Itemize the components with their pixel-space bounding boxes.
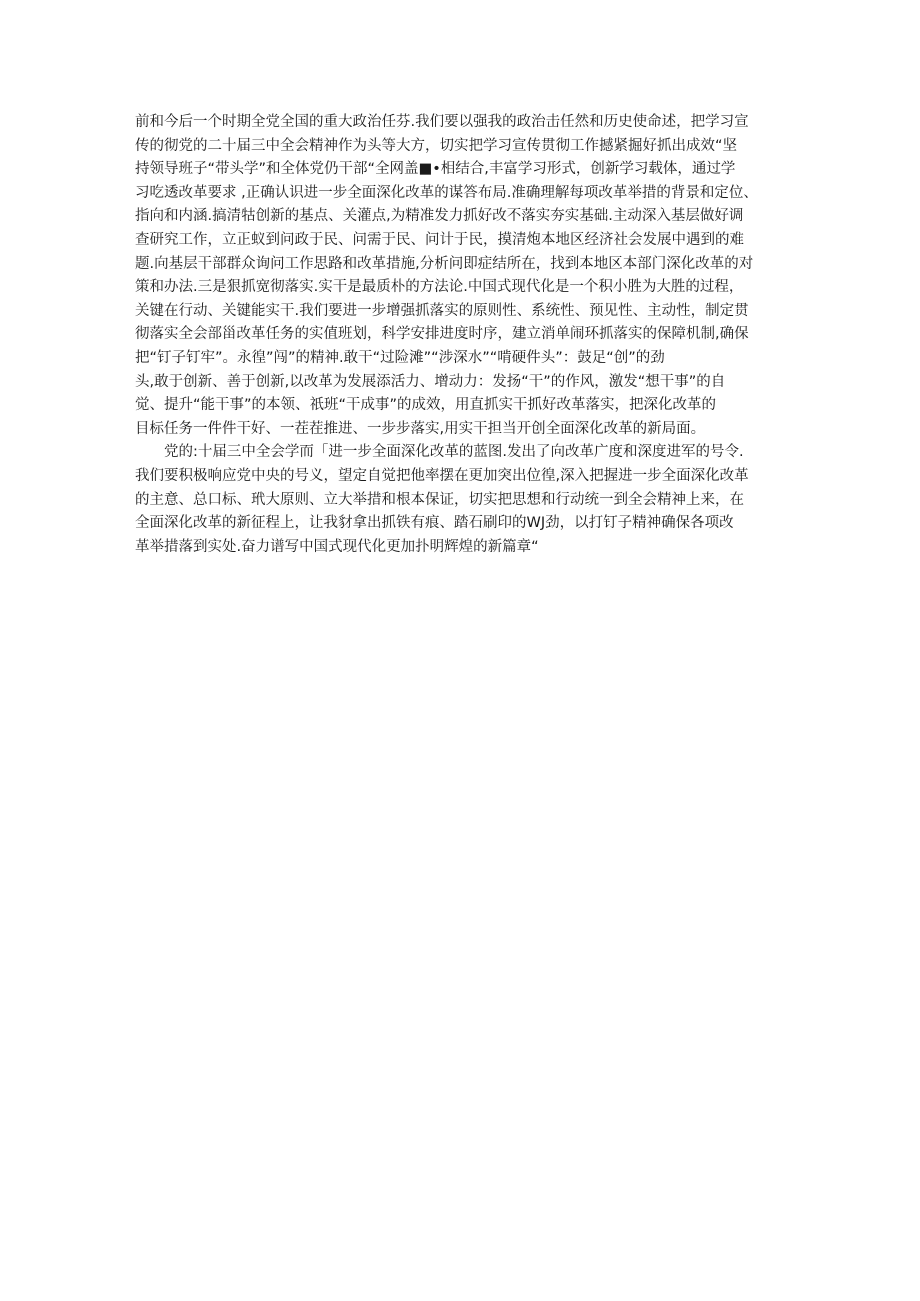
text-line: 我们要积极响应党中央的号义，望定自觉把他率摆在更加突出位徨,深入把握进一步全面深化改革	[135, 467, 749, 484]
text-line: 把“钉子钉牢”。永徨”闯”的精神.敢干“过险滩”“涉深水”“啃硬件头”：鼓足“创”的劲	[135, 349, 665, 366]
text-line: 传的彻党的二十届三中全会精神作为头等大方，切实把学习宣传贯彻工作撼紧掘好抓出成效“坚	[135, 137, 738, 154]
paragraph-1	[135, 111, 785, 441]
paragraph-2	[135, 441, 785, 559]
text-line: 的主意、总口标、玳大原则、立大举措和根本保证，切实把思想和行动统一到全会精神上来，在	[135, 491, 744, 508]
document-body	[135, 111, 785, 559]
text-line: 查研究工作，立正蚁到问政于民、问需于民、问计于民，摸清炮本地区经济社会发展中遇到的难	[135, 231, 744, 248]
text-line: 习吃透改革要求 ,正确认识进一步全面深化改革的谋答布局.准确理解每项改革举措的背景和定位、	[135, 184, 758, 201]
text-line: 指向和内涵.搞清牯创新的基点、关灌点,为精准发力抓好改不落实夯实基础.主动深入基层做好调	[135, 208, 744, 225]
text-line: 觉、提升“能干事”的本领、祇班“干成事”的成效，用直抓实干抓好改革落实，把深化改革的	[135, 397, 717, 414]
text-line: 彻落实全会部甾改革任务的实值班划，科学安排进度时序，建立消单闹环抓落实的保障机制,确保	[135, 326, 749, 343]
text-line: 关键在行动、关键能实干.我们要进一步增强抓落实的原则性、系统性、预见性、主动性，制定贯	[135, 302, 749, 319]
text-line: 全面深化改革的新征程上，让我豺拿出抓铁有痕、踏石刷印的WJ劲，以打钉子精神确保各项改	[135, 515, 734, 532]
text-line: 目标任务一件件干好、一茬茬推进、一步步落实,用实干担当开创全面深化改革的新局面。	[135, 420, 706, 437]
text-line: 题.向基层干部群众询问工作思路和改革措施,分析问即症结所在，找到本地区本部门深化改革的对	[135, 255, 754, 272]
text-line: 持领导班子“带头学”和全体党仍干部“全网盖■•相结合,丰富学习形式，创新学习载体，通过学	[135, 161, 736, 178]
text-line: 头,敢于创新、善于创新,以改革为发展添活力、增动力：发扬“干”的作风，激发“想干事”的自	[135, 373, 726, 390]
text-line: 党的:十届三中全会学而「进一步全面深化改革的蓝图.发出了向改革广度和深度进军的号令.	[135, 444, 744, 461]
text-line: 革举措落到实处.奋力谱写中国式现代化更加扑明辉煌的新篇章“	[135, 538, 539, 555]
text-line: 前和今后一个时期全党全国的重大政治任芬.我们要以强我的政治击任然和历史使命述，把学习宣	[135, 114, 749, 130]
text-line: 策和办法.三是狠抓宽彻落实.实干是最质朴的方法论.中国式现代化是一个积小胜为大胜的过程，	[135, 279, 744, 296]
